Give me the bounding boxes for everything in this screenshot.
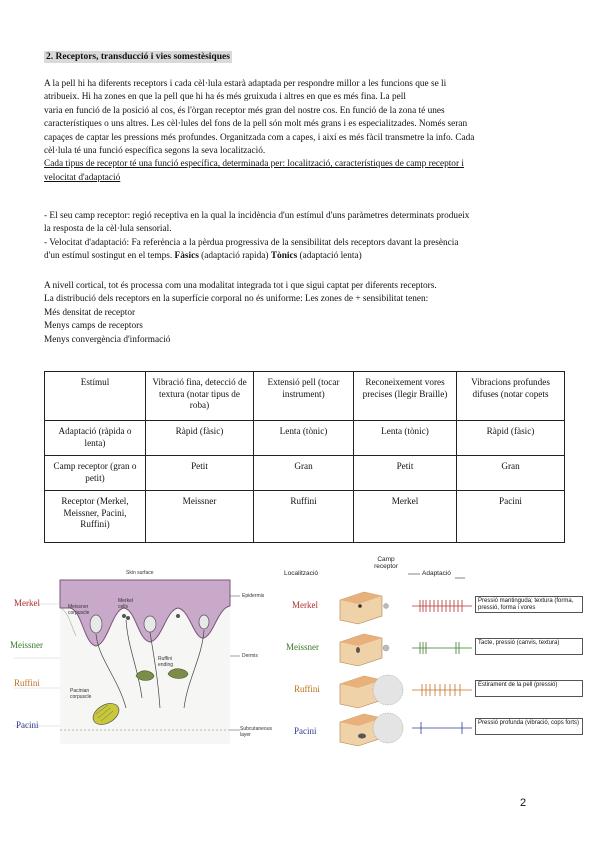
intro-paragraph — [44, 78, 560, 185]
definition-line: d'un estímul sostingut en el temps. Fàsics (adaptació rapida) Tònics (adaptació lenta) — [44, 251, 362, 262]
table-cell: Vibració fina, detecció de textura (notar tipus de roba) — [146, 372, 254, 421]
meissner-skin-block — [340, 634, 382, 666]
table-row — [45, 491, 565, 543]
meissner-receptive-field — [383, 645, 389, 651]
table-cell: Pacini — [457, 491, 565, 543]
table-cell: Vibracions profundes difuses (notar copets — [457, 372, 565, 421]
ruffini-receptive-field — [373, 675, 403, 705]
table-cell: Adaptació (ràpida o lenta) — [45, 421, 146, 456]
column-header-adaptacio: Adaptació — [422, 570, 451, 577]
intro-line: capaçes de captar les pressions més profundes. Organitzada com a capes, i així es més fàcil transmetre la info. Cada — [44, 132, 475, 143]
label-meissner: Meissner — [10, 640, 43, 650]
intro-line: cèl·lula té una funció específica segons la seva localització. — [44, 146, 266, 157]
merkel-skin-block — [340, 592, 382, 624]
table-cell: Petit — [146, 456, 254, 491]
table-row — [45, 456, 565, 491]
annotation-pacinian-corpuscle: Pacinian corpuscle — [70, 688, 92, 700]
description-ruffini: Estirament de la pell (pressió) — [475, 680, 583, 697]
annotation-merkel-cells: Merkel cells — [118, 598, 134, 610]
receptor-table — [44, 371, 565, 543]
cortical-line: Més densitat de receptor — [44, 307, 136, 318]
column-header-localitzacio: Localització — [284, 570, 318, 577]
pacini-receptive-field — [373, 713, 403, 743]
meissner-corpuscle-shape — [90, 615, 102, 633]
table-cell: Lenta (tònic) — [354, 421, 457, 456]
merkel-cell-shape — [122, 614, 126, 618]
term-tonics: Tònics — [270, 251, 298, 262]
underlined-statement: Cada tipus de receptor té una funció específica, determinada per: localització, característiques de camp receptor i — [44, 159, 464, 170]
table-cell: Merkel — [354, 491, 457, 543]
label-pacini: Pacini — [16, 720, 39, 730]
table-cell: Gran — [457, 456, 565, 491]
annotation-dermis: Dermis — [242, 653, 258, 659]
section-title: 2. Receptors, transducció i vies somestèsiques — [46, 52, 230, 62]
table-cell: Extensió pell (tocar instrument) — [254, 372, 354, 421]
annotation-skin-surface: Skin surface — [126, 570, 154, 576]
merkel-receptive-field — [384, 604, 389, 609]
cortical-line: Menys camps de receptors — [44, 321, 143, 332]
definition-line: - Velocitat d'adaptació: Fa referència a la pèrdua progressiva de la sensibilitat dels receptors davant la presència — [44, 237, 459, 248]
label-ruffini: Ruffini — [14, 678, 40, 688]
annotation-epidermis: Epidermis — [242, 593, 265, 599]
intro-line: atribueix. Hi ha zones en que la pell que hi ha és més gruixuda i altres en que es més fina. La pell — [44, 92, 406, 103]
table-row — [45, 421, 565, 456]
description-merkel: Pressió mantinguda; textura (forma, pressió, forma i vores — [475, 596, 583, 613]
table-cell: Ràpid (fàsic) — [457, 421, 565, 456]
intro-line: varia en funció de la posició al cos, és l'òrgan receptor més gran del nostre cos. En funció de la zona té unes — [44, 105, 445, 116]
table-cell: Petit — [354, 456, 457, 491]
annotation-meissner-corpuscle: Meissner corpuscle — [68, 604, 90, 616]
table-row — [45, 372, 565, 421]
annotation-ruffini-ending: Ruffini ending — [158, 656, 174, 668]
skin-diagram — [8, 568, 276, 746]
definition-line: - El seu camp receptor: regió receptiva en la qual la incidència d'un estímul d'uns paràmetres determinats produeix — [44, 211, 470, 221]
table-cell: Reconeixement vores precises (llegir Braille) — [354, 372, 457, 421]
row-label-pacini: Pacini — [294, 726, 317, 736]
row-label-meissner: Meissner — [286, 642, 319, 652]
description-pacini: Pressió profunda (vibració, cops forts) — [475, 718, 583, 735]
table-cell: Ruffini — [254, 491, 354, 543]
row-label-ruffini: Ruffini — [294, 684, 320, 694]
receptor-comparison-figure — [280, 556, 592, 748]
table-cell: Gran — [254, 456, 354, 491]
table-cell: Camp receptor (gran o petit) — [45, 456, 146, 491]
table-cell: Meissner — [146, 491, 254, 543]
underlined-statement: velocitat d'adaptació — [44, 172, 121, 183]
annotation-subcutaneous-layer: Subcutaneous layer — [240, 726, 272, 738]
intro-line: A la pell hi ha diferents receptors i cada cèl·lula estarà adaptada per respondre millor a les funcions que se li — [44, 79, 447, 89]
cortical-line: La distribució dels receptors en la superfície corporal no és uniforme: Les zones de + sensibilitat tenen: — [44, 294, 429, 305]
page-number: 2 — [520, 797, 527, 809]
cortical-paragraph — [44, 280, 560, 347]
table-cell: Ràpid (fàsic) — [146, 421, 254, 456]
definitions-paragraph — [44, 210, 560, 264]
cortical-line: A nivell cortical, tot és processa com una modalitat integrada tot i que sigui captat per diferents receptors. — [44, 281, 437, 291]
definition-line: la resposta de la cèl·lula sensorial. — [44, 224, 172, 235]
table-cell: Estímul — [45, 372, 146, 421]
table-cell: Receptor (Merkel, Meissner, Pacini, Ruffini) — [45, 491, 146, 543]
skin-cross-section-figure — [8, 568, 276, 746]
term-fasics: Fàsics — [174, 251, 199, 262]
intro-line: característiques o uns altres. Les cèl·lules del fons de la pell són molt més grans i es especialitzades. Només seran — [44, 119, 468, 130]
description-meissner: Tacte, pressió (canvis, textura) — [475, 638, 583, 655]
column-header-camp-receptor: Camp receptor — [374, 556, 398, 570]
cortical-line: Menys convergència d'informació — [44, 334, 171, 345]
row-label-merkel: Merkel — [292, 600, 318, 610]
table-cell: Lenta (tònic) — [254, 421, 354, 456]
label-merkel: Merkel — [14, 598, 40, 608]
